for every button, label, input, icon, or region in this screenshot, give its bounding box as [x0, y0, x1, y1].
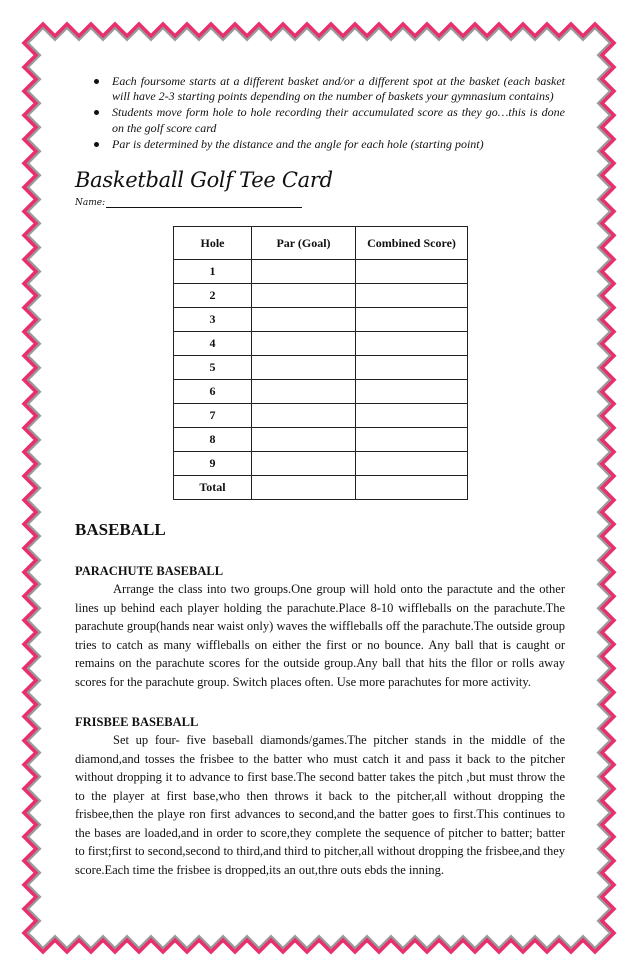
score-table-header-row	[174, 227, 468, 260]
combined-score-cell	[356, 452, 468, 476]
par-cell	[252, 380, 356, 404]
par-cell	[252, 428, 356, 452]
table-row	[174, 260, 468, 284]
instruction-list	[75, 74, 565, 152]
par-cell	[252, 308, 356, 332]
combined-score-cell	[356, 476, 468, 500]
score-table	[173, 226, 468, 500]
par-cell	[252, 452, 356, 476]
table-row	[174, 404, 468, 428]
combined-score-cell	[356, 332, 468, 356]
combined-score-cell	[356, 428, 468, 452]
tee-card-title: Basketball Golf Tee Card	[75, 168, 333, 193]
parachute-baseball-title: PARACHUTE BASEBALL	[75, 564, 224, 579]
name-field	[75, 198, 565, 208]
hole-cell: 2	[174, 284, 252, 308]
hole-cell: 4	[174, 332, 252, 356]
combined-score-cell	[356, 260, 468, 284]
hole-cell: 7	[174, 404, 252, 428]
name-label: Name:	[75, 198, 106, 209]
par-cell	[252, 284, 356, 308]
border-zigzag-stroke	[601, 31, 613, 945]
par-cell	[252, 356, 356, 380]
name-underline	[106, 198, 302, 208]
combined-score-cell	[356, 380, 468, 404]
bullet-icon	[94, 79, 99, 84]
header-combined-score: Combined Score)	[356, 227, 468, 260]
hole-cell: 1	[174, 260, 252, 284]
combined-score-cell	[356, 356, 468, 380]
header-par: Par (Goal)	[252, 227, 356, 260]
combined-score-cell	[356, 404, 468, 428]
table-row	[174, 380, 468, 404]
bullet-icon	[94, 110, 99, 115]
hole-cell: 5	[174, 356, 252, 380]
score-table-body	[174, 260, 468, 500]
instruction-item: Students move form hole to hole recording their accumulated score as they go…this is done on the golf score card	[75, 105, 565, 135]
border-zigzag-stroke	[25, 31, 37, 945]
header-hole: Hole	[174, 227, 252, 260]
table-row	[174, 332, 468, 356]
section-heading-baseball: BASEBALL	[75, 520, 166, 540]
table-row	[174, 452, 468, 476]
hole-cell: 3	[174, 308, 252, 332]
parachute-baseball-text: Arrange the class into two groups.One group will hold onto the paractute and the other lines up behind each player holding the parachute.Place 8-10 wiffleballs on the parachute.The parachute group(hands near waist only) waves the wiffleballs off the parachute.The outside group tries to catch as many wiffleballs on either the first or no bounce. Any ball that is caught or remains on the parachute scores for the outside group.Any ball that hits the fllor or rolls away scores for the parachute group. Switch places often. Use more parachutes for more activity.	[75, 582, 565, 689]
table-row	[174, 284, 468, 308]
hole-cell: Total	[174, 476, 252, 500]
hole-cell: 9	[174, 452, 252, 476]
par-cell	[252, 332, 356, 356]
combined-score-cell	[356, 284, 468, 308]
instruction-item: Par is determined by the distance and the angle for each hole (starting point)	[75, 137, 565, 152]
table-row	[174, 356, 468, 380]
par-cell	[252, 404, 356, 428]
par-cell	[252, 476, 356, 500]
par-cell	[252, 260, 356, 284]
frisbee-baseball-text: Set up four- five baseball diamonds/games.The pitcher stands in the middle of the diamond,and tosses the frisbee to the batter who must catch it and pass it back to the pitcher without dropping it to advance to first base.The second batter takes the pitch ,but must throw the to the player at first base,who then throws it back to the pitcher,all without dropping the frisbee,then the playe ron first advances to second,and the batter goes to first.This continues to the bases are loaded,and in order to score,they complete the sequence of pitcher to batter; batter to first;first to second,second to third,and third to pitcher,all without dropping the frisbee,and they score.Each time the frisbee is dropped,its an out,thre outs ebds the inning.	[75, 733, 565, 877]
table-row	[174, 428, 468, 452]
combined-score-cell	[356, 308, 468, 332]
table-row	[174, 308, 468, 332]
table-row	[174, 476, 468, 500]
hole-cell: 6	[174, 380, 252, 404]
hole-cell: 8	[174, 428, 252, 452]
instruction-item: Each foursome starts at a different basket and/or a different spot at the basket (each basket will have 2-3 starting points depending on the number of baskets your gymnasium contains)	[75, 74, 565, 104]
bullet-icon	[94, 142, 99, 147]
page-content	[75, 74, 565, 879]
frisbee-baseball-title: FRISBEE BASEBALL	[75, 715, 199, 730]
